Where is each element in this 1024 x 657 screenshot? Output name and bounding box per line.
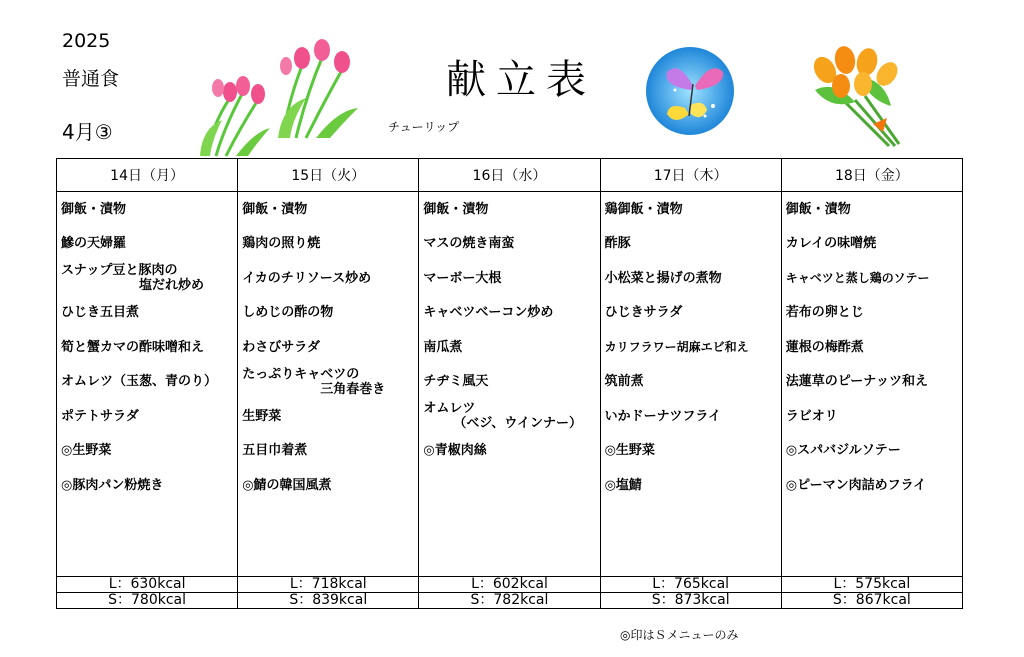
day-dishes-cell [238,192,419,577]
dish-item: ◎塩鯖 [604,477,642,493]
kcal-l-row [57,577,963,593]
dish-item: マスの焼き南蛮 [423,236,515,252]
day-dishes-cell [419,192,600,577]
kcal-s-value: S：782kcal [419,593,600,609]
dish-item: たっぷりキャベツの 三角春巻き [242,366,386,397]
dish-item: 蓮根の梅酢煮 [785,339,864,355]
month-week-label: 4月③ [62,120,113,144]
day-dishes-cell [781,192,962,577]
dish-item: キャベツと蒸し鶏のソテー [785,270,930,285]
kcal-l-value: L：602kcal [419,577,600,593]
dish-item: スナップ豆と豚肉の 塩だれ炒め [61,263,205,294]
page-title: 献立表 [446,57,596,103]
footnote: ◎印はＳメニューのみ [620,628,739,642]
dish-item: 御飯・漬物 [785,201,851,217]
dish-item: カレイの味噌焼 [785,236,877,252]
dish-item: 御飯・漬物 [61,201,127,217]
dish-item: ◎生野菜 [604,443,655,459]
tulip-illustration-icon [196,58,276,158]
dish-item: 鶏肉の照り焼 [242,236,321,252]
dish-item: イカのチリソース炒め [242,270,372,286]
dish-item: 五目巾着煮 [242,443,308,459]
kcal-s-value: S：839kcal [238,593,419,609]
kcal-s-value: S：873kcal [600,593,781,609]
dish-item: 酢豚 [604,236,631,252]
dish-item: ◎生野菜 [61,443,112,459]
dish-item: 若布の卵とじ [785,305,864,321]
dish-item: 筍と蟹カマの酢味噌和え [61,339,205,355]
dish-item: ひじきサラダ [604,305,683,321]
day-header-row [57,159,963,192]
dish-item: 筑前煮 [604,374,644,390]
dish-item: ポテトサラダ [61,408,139,424]
bouquet-icon [795,40,915,150]
kcal-s-row [57,593,963,609]
dish-item: ◎青椒肉絲 [423,443,487,459]
dish-item: ラビオリ [785,408,838,424]
kcal-l-value: L：575kcal [781,577,962,593]
dishes-row [57,192,963,577]
day-header: 16日（水） [419,159,600,192]
kcal-s-value: S：780kcal [57,593,238,609]
dish-item: オムレツ（玉葱、青のり） [61,374,218,390]
dish-item: 南瓜煮 [423,339,463,355]
kcal-l-value: L：718kcal [238,577,419,593]
dish-item: カリフラワー胡麻エビ和え [604,339,749,354]
year-label: 2025 [62,30,111,52]
dish-item: マーボー大根 [423,270,502,286]
dish-item: いかドーナツフライ [604,408,722,424]
diet-type-label: 普通食 [62,68,120,90]
page-subtitle: チューリップ [388,120,460,134]
kcal-l-value: L：765kcal [600,577,781,593]
menu-table [56,158,963,609]
dish-item: 御飯・漬物 [423,201,489,217]
dish-item: オムレツ （ベジ、ウインナー） [423,401,582,432]
day-dishes-cell [600,192,781,577]
tulip-illustration-icon [272,36,362,140]
day-header: 15日（火） [238,159,419,192]
dish-item: ◎鯖の韓国風煮 [242,477,332,493]
dish-item: 御飯・漬物 [242,201,308,217]
day-dishes-cell [57,192,238,577]
dish-item: ◎ピーマン肉詰めフライ [785,477,927,493]
dish-item: 生野菜 [242,408,282,424]
day-header: 18日（金） [781,159,962,192]
butterfly-icon [645,46,735,136]
day-header: 14日（月） [57,159,238,192]
dish-item: 鰺の天婦羅 [61,236,127,252]
dish-item: 鶏御飯・漬物 [604,201,683,217]
kcal-l-value: L：630kcal [57,577,238,593]
dish-item: キャベツベーコン炒め [423,305,554,321]
dish-item: ひじき五目煮 [61,305,140,321]
dish-item: チヂミ風天 [423,374,489,390]
day-header: 17日（木） [600,159,781,192]
kcal-s-value: S：867kcal [781,593,962,609]
dish-item: ◎スパバジルソテー [785,443,901,459]
dish-item: 法蓮草のピーナッツ和え [785,374,928,390]
dish-item: わさびサラダ [242,339,321,355]
dish-item: 小松菜と揚げの煮物 [604,270,722,286]
dish-item: ◎豚肉パン粉焼き [61,477,164,493]
dish-item: しめじの酢の物 [242,305,334,321]
